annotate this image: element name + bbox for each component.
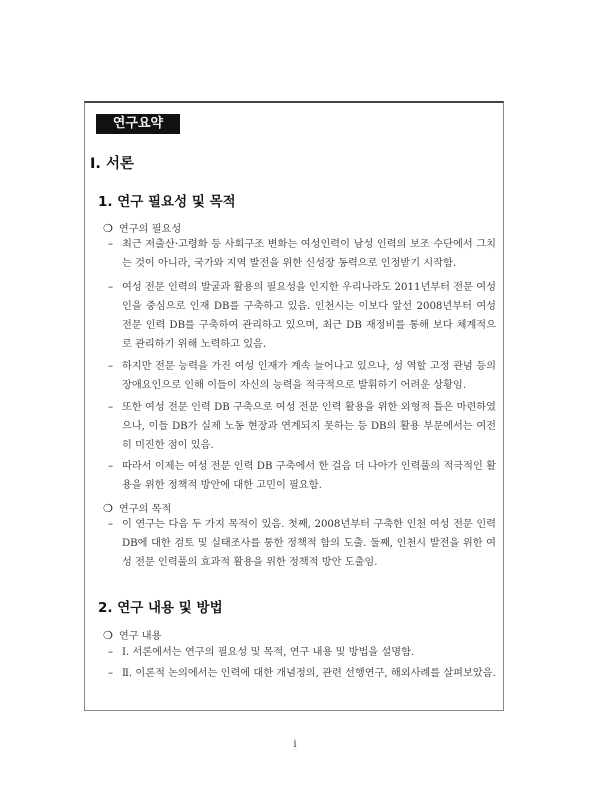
- subsection-title-2: 2. 연구 내용 및 방법: [98, 600, 223, 616]
- need-item-text: 또한 여성 전문 인력 DB 구축으로 여성 전문 인력 활용을 위한 외형적 틀은 마련하였으나, 이들 DB가 실제 노동 현장과 연계되지 못하는 등 DB의 활용 부문에서는 여전히 미진한 점이 있음.: [122, 402, 496, 451]
- purpose-heading: 연구의 목적: [118, 504, 172, 515]
- subsection-title-1: 1. 연구 필요성 및 목적: [98, 194, 236, 210]
- dash-icon: –: [108, 402, 114, 413]
- content-item-text: Ⅰ. 서론에서는 연구의 필요성 및 목적, 연구 내용 및 방법을 설명함.: [122, 647, 415, 658]
- list-item: [108, 664, 496, 683]
- need-item-text: 최근 저출산·고령화 등 사회구조 변화는 여성인력이 남성 인력의 보조 수단에서 그치는 것이 아니라, 국가와 지역 발전을 위한 신성장 동력으로 인정받기 시작함.: [122, 239, 496, 269]
- circle-bullet-icon: ❍: [103, 502, 113, 515]
- content-item-text: Ⅱ. 이론적 논의에서는 인력에 대한 개념정의, 관련 선행연구, 해외사례를 살펴보았음.: [122, 668, 496, 679]
- need-item-text: 따라서 이제는 여성 전문 인력 DB 구축에서 한 걸음 더 나아가 인력풀의 적극적인 활용을 위한 정책적 방안에 대한 고민이 필요함.: [122, 461, 496, 491]
- list-item: [108, 278, 496, 354]
- bullet-need: [103, 220, 181, 235]
- list-item: [108, 235, 496, 273]
- page-number: i: [293, 739, 297, 750]
- dash-icon: –: [108, 361, 114, 372]
- list-item: [108, 398, 496, 455]
- list-item: [108, 515, 496, 572]
- dash-icon: –: [108, 647, 114, 658]
- bullet-content: [103, 627, 161, 642]
- need-item-text: 하지만 전문 능력을 가진 여성 인재가 계속 늘어나고 있으나, 성 역할 고정 관념 등의 장애요인으로 인해 이들이 자신의 능력을 적극적으로 발휘하기 어려운 상황임.: [122, 361, 496, 391]
- list-item: [108, 643, 496, 662]
- dash-icon: –: [108, 239, 114, 250]
- need-heading: 연구의 필요성: [118, 224, 182, 235]
- list-item: [108, 357, 496, 395]
- circle-bullet-icon: ❍: [103, 222, 113, 235]
- dash-icon: –: [108, 668, 114, 679]
- bullet-purpose: [103, 500, 171, 515]
- dash-icon: –: [108, 519, 114, 530]
- need-item-text: 여성 전문 인력의 발굴과 활용의 필요성을 인지한 우리나라도 2011년부터 전문 여성인을 중심으로 인재 DB를 구축하고 있음. 인천시는 이보다 앞선 2008년부터 여성 전문 인력 DB를 구축하여 관리하고 있으며, 최근 DB 재정비를 통해 보다 체계적으로 관리하기 위해 노력하고 있음.: [122, 282, 496, 350]
- dash-icon: –: [108, 461, 114, 472]
- purpose-item-text: 이 연구는 다음 두 가지 목적이 있음. 첫째, 2008년부터 구축한 인천 여성 전문 인력 DB에 대한 검토 및 실태조사를 통한 정책적 함의 도출. 둘째, 인천시 발전을 위한 여성 전문 인력풀의 효과적 활용을 위한 정책적 방안 도출임.: [122, 519, 496, 568]
- circle-bullet-icon: ❍: [103, 629, 113, 642]
- content-heading: 연구 내용: [118, 631, 162, 642]
- section-title: Ⅰ. 서론: [90, 156, 134, 172]
- dash-icon: –: [108, 282, 114, 293]
- summary-label: 연구요약: [96, 114, 180, 134]
- list-item: [108, 457, 496, 495]
